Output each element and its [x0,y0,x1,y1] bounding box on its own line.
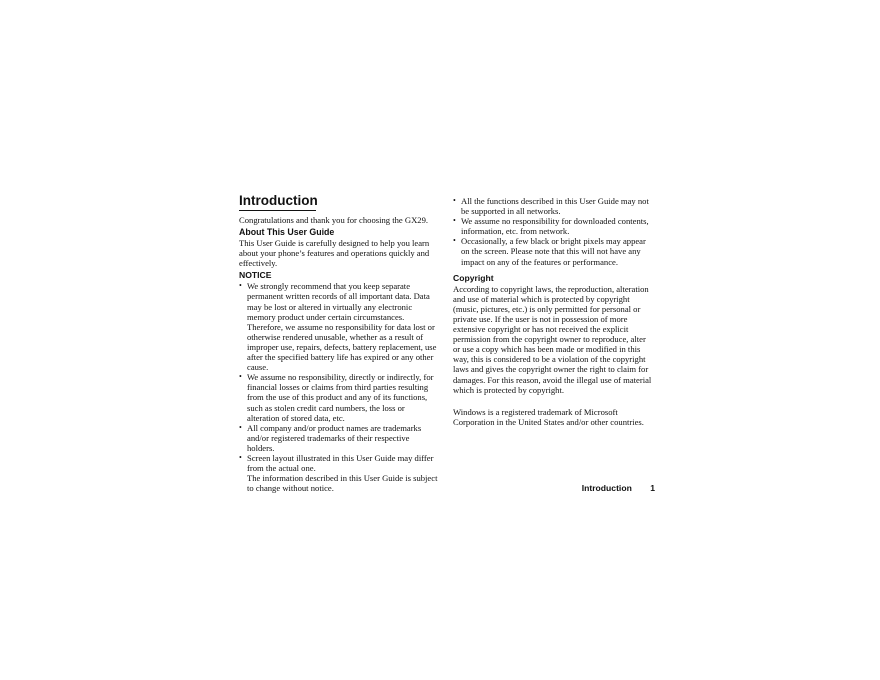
about-heading: About This User Guide [239,227,335,238]
copyright-heading: Copyright [453,272,494,283]
notice-item: • All the functions described in this User Guide may not be supported in all networks. [453,196,653,216]
page-footer [560,483,655,493]
notice-item: • We strongly recommend that you keep separate permanent written records of all important data. Data may be lost or altered in virtually any electronic memory product under certain circumstances. Therefore, we assume no responsibility for data lost or otherwise rendered unusable, whether as a result of improper use, repairs, defects, battery replacement, use after the specified battery life has expired or any other cause. [239,281,439,372]
about-text: This User Guide is carefully designed to help you learn about your phone’s features and operations quickly and effectively. [239,238,430,269]
page-title: Introduction [239,193,316,211]
notice-item-text: Screen layout illustrated in this User Guide may differ from the actual one. [247,452,434,474]
notice-item: • Occasionally, a few black or bright pixels may appear on the screen. Please note that this will not have any impact on any of the features or performance. [453,236,653,266]
right-column [453,196,653,427]
notice-item: • All company and/or product names are trademarks and/or registered trademarks of their respective holders. [239,423,439,453]
notice-heading: NOTICE [239,270,272,281]
notice-item-extra: The information described in this User Guide is subject to change without notice. [247,473,438,494]
intro-text: Congratulations and thank you for choosing the GX29. [239,215,429,225]
notice-item: • We assume no responsibility for downloaded contents, information, etc. from network. [453,216,653,236]
notice-list [239,281,439,493]
footer-section-label: Introduction [581,483,632,493]
notice-item [239,453,439,493]
notice-list-continued [453,196,653,267]
page-number: 1 [650,483,655,493]
left-column [239,193,439,493]
copyright-text: According to copyright laws, the reproduction, alteration and use of material which is protected by copyright (music, pictures, etc.) is only permitted for personal or private use. If the user is not in possession of more extensive copyright or has not received the explicit permission from the copyright owner to reproduce, alter or use a copy which has been made or modified in this way, this is considered to be a violation of the copyright laws and gives the copyright owner the right to claim for damages. For this reason, avoid the illegal use of material which is protected by copyright. [453,283,652,395]
notice-item: • We assume no responsibility, directly or indirectly, for financial losses or claims from third parties resulting from the use of this product and any of its functions, such as stolen credit card numbers, the loss or alteration of stored data, etc. [239,372,439,422]
trademark-note: Windows is a registered trademark of Microsoft Corporation in the United States and/or other countries. [453,406,644,427]
